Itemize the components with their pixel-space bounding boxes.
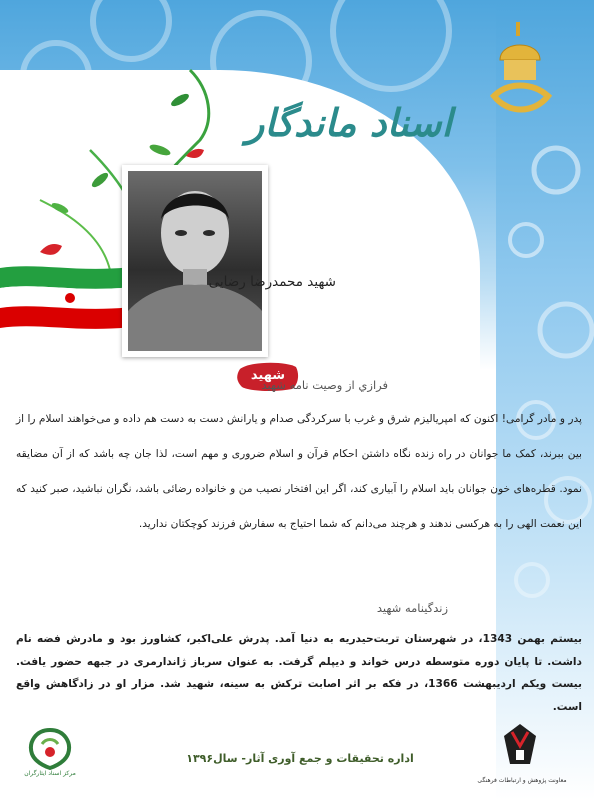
shrine-dome-emblem <box>488 22 554 114</box>
bonyad-logo-caption: معاونت پژوهش و ارتباطات فرهنگی <box>477 777 567 784</box>
isargaran-logo <box>14 724 86 790</box>
iran-flag <box>0 262 140 332</box>
will-text: پدر و مادر گرامی! اکنون که امپریالیزم شرق و غرب با سرکردگی صدام و یارانش دست به دست هم داده و می‌خواهند اسلام را از بین ببرند، کمک ما جوانان در راه زنده نگاه داشتن احکام قرآن و اسلام ضروری و مهم است، لذا جان چه باشد که از آن مضایقه نمود. قطره‌های خون جوانان باید اسلام را آبیاری کند، اگر این افتخار نصیب من و خانواده رضائی باشد، نگران نباشید، صبر کنید که این نعمت الهی را به هرکسی ندهند و هرچند می‌دانم که شما احتیاج به سفارش فرزند کوچکتان ندارید. <box>16 413 582 530</box>
martyr-stamp-text: شهید <box>250 368 286 383</box>
bonyad-logo <box>490 720 550 774</box>
biography-text: بیستم بهمن 1343، در شهرستان تربت‌حیدریه به دنیا آمد. پدرش علی‌اکبر، کشاورز بود و مادرش فضه نام داشت. تا پایان دوره متوسطه درس خواند و دیپلم گرفت. به عنوان سرباز ژاندارمری در جبهه حضور یافت. بیست ویکم اردیبهشت 1366، در فکه بر اثر اصابت ترکش به سینه، شهید شد. مزار او در زادگاهش واقع است. <box>16 633 582 713</box>
footer-text: اداره تحقیقات و جمع آوری آثار- سال۱۳۹۶ <box>186 752 414 765</box>
martyr-portrait <box>122 165 268 357</box>
calligraphy-title: اسناد ماندگار <box>245 100 453 145</box>
will-section-title: فرازي از وصيت نامه شهيد <box>261 378 388 392</box>
biography-section-title: زندگينامه شهيد <box>376 601 448 615</box>
martyr-name: شهید محمدرضا رضایی <box>208 274 336 290</box>
isargaran-logo-caption: مرکز اسناد ایثارگران <box>24 770 76 777</box>
